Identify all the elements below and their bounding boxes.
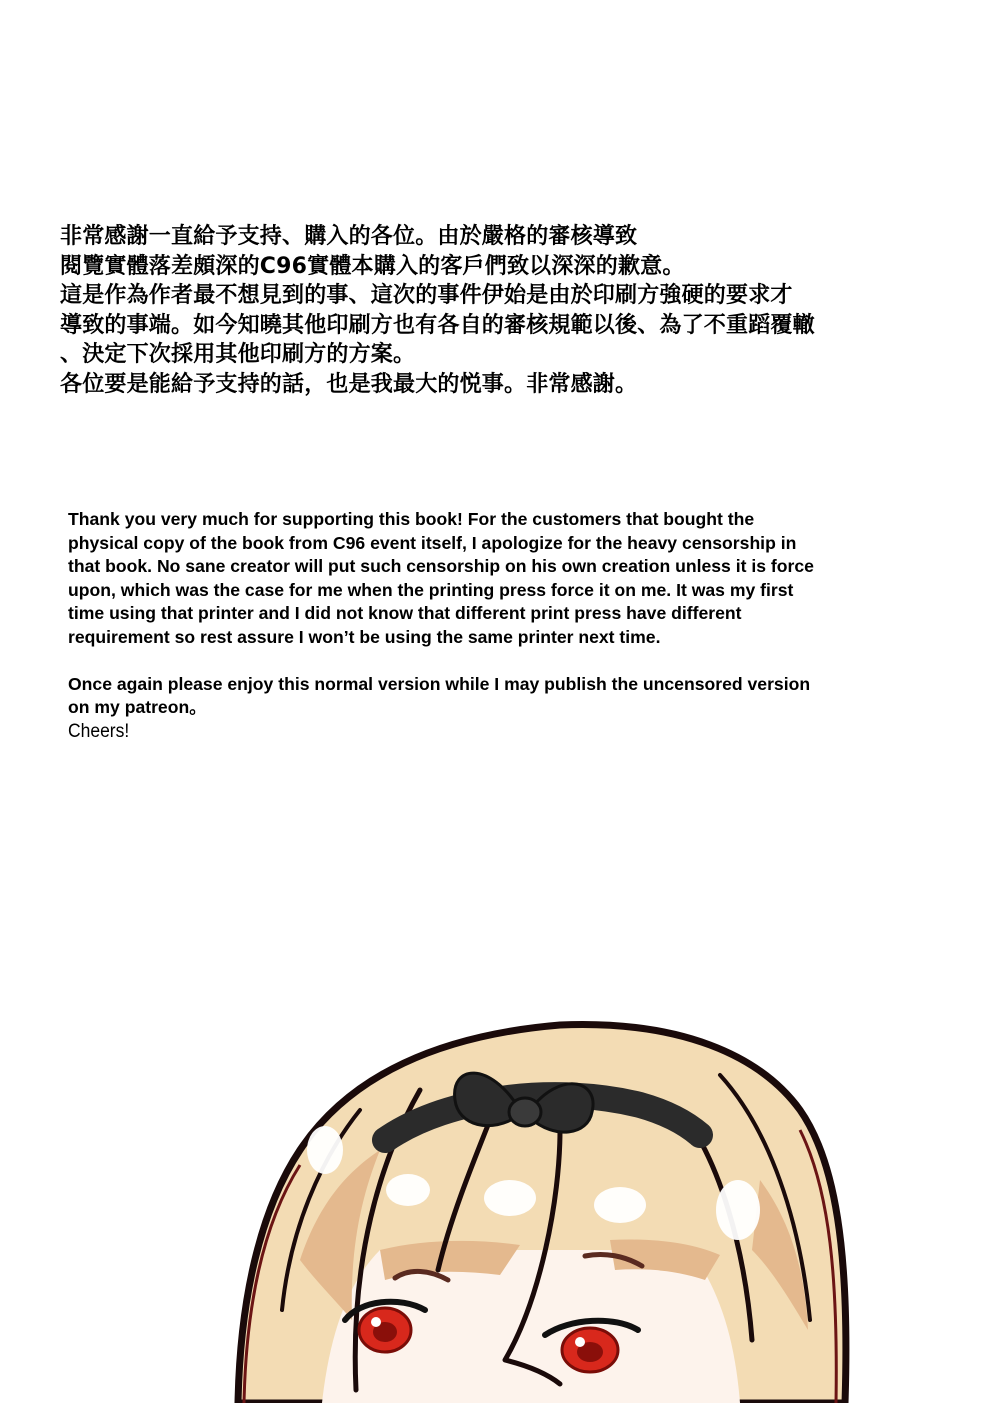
english-line: time using that printer and I did not know that different print press have different: [68, 603, 742, 623]
chinese-line: 導致的事端。如今知曉其他印刷方也有各自的審核規範以後、為了不重蹈覆轍: [60, 312, 815, 338]
english-line: Thank you very much for supporting this book! For the customers that bought the: [68, 509, 755, 529]
chinese-line: 閱覽實體落差頗深的C96實體本購入的客戶們致以深深的歉意。: [60, 253, 685, 279]
hair-highlight: [386, 1174, 430, 1206]
paragraph-gap: [68, 649, 928, 673]
signoff-text: Cheers!: [68, 720, 130, 742]
chinese-line: 、決定下次採用其他印刷方的方案。: [60, 342, 416, 367]
english-line: on my patreon。: [68, 697, 207, 717]
chinese-line: 這是作為作者最不想見到的事、這次的事件伊始是由於印刷方強硬的要求才: [60, 283, 793, 308]
chinese-line: 非常感謝一直給予支持、購入的各位。由於嚴格的審核導致: [60, 224, 638, 249]
chinese-line: 各位要是能給予支持的話，也是我最大的悦事。非常感謝。: [60, 371, 638, 397]
hair-highlight: [594, 1187, 646, 1223]
chibi-girl-illustration: [0, 1000, 1000, 1403]
english-line: requirement so rest assure I won’t be using the same printer next time.: [68, 626, 661, 647]
hair-highlight: [716, 1180, 760, 1240]
english-line: Once again please enjoy this normal version while I may publish the uncensored version: [68, 673, 811, 694]
english-line: physical copy of the book from C96 event itself, I apologize for the heavy censorship in: [68, 532, 797, 553]
english-message: [68, 508, 928, 744]
english-line: upon, which was the case for me when the printing press force it on me. It was my first: [68, 579, 794, 600]
hair-highlight: [307, 1126, 343, 1174]
english-line: that book. No sane creator will put such censorship on his own creation unless it is force: [68, 556, 814, 576]
hair-highlight: [484, 1180, 536, 1216]
chinese-message: [60, 222, 960, 399]
